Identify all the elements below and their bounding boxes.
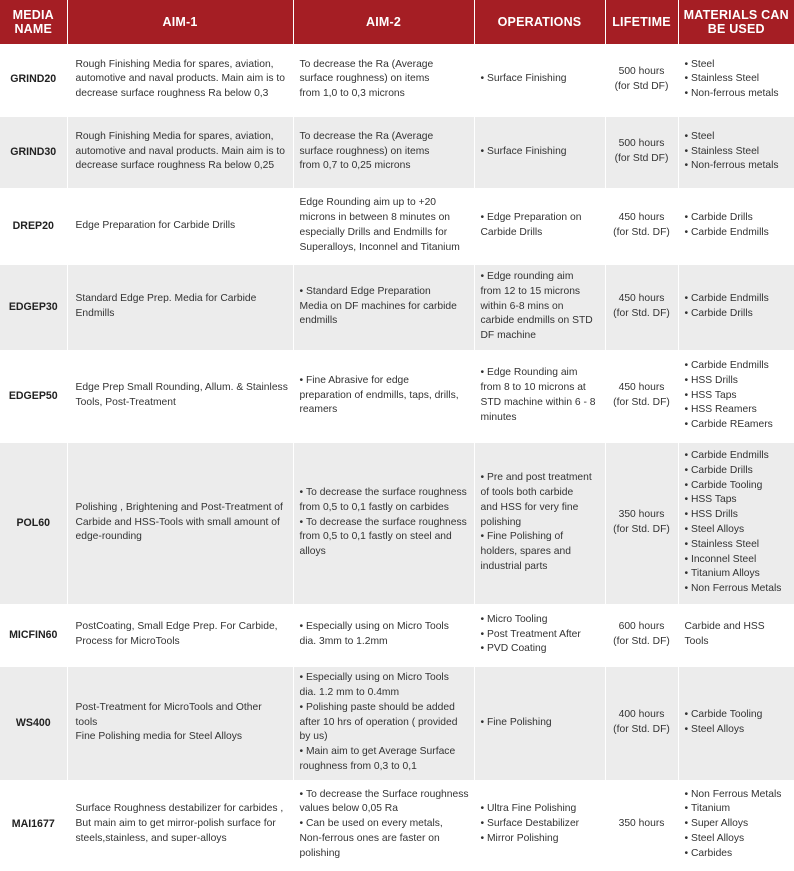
bullet-item: • Carbide Drills [685,307,789,322]
table-row [0,44,794,116]
bullet-item: • Carbide Endmills [685,449,789,464]
aim2-cell [293,604,474,666]
bullet-item: • Mirror Polishing [481,832,599,847]
header-aim2: AIM-2 [293,0,474,44]
bullet-item: • Especially using on Micro Tools dia. 3mm to 1.2mm [300,620,468,650]
bullet-item: • Surface Destabilizer [481,817,599,832]
bullet-item: • Steel [685,130,789,145]
aim2-cell: To decrease the Ra (Average surface roughness) on items from 1,0 to 0,3 microns [293,44,474,116]
bullet-item: • Carbides [685,847,789,862]
aim1-cell: Rough Finishing Media for spares, aviation, automotive and naval products. Main aim is to decrease surface roughness Ra below 0,25 [67,116,293,188]
aim1-cell: Polishing , Brightening and Post-Treatment of Carbide and HSS-Tools with small amount of edge-rounding [67,442,293,604]
table-row [0,780,794,869]
bullet-item: • Fine Polishing of holders, spares and industrial parts [481,530,599,574]
aim2-cell [293,350,474,442]
bullet-item: • Carbide Tooling [685,479,789,494]
aim1-cell: Post-Treatment for MicroTools and Other tools Fine Polishing media for Steel Alloys [67,666,293,780]
lifetime-cell: 500 hours (for Std DF) [605,116,678,188]
materials-cell [678,188,794,264]
bullet-item: • Pre and post treatment of tools both carbide and HSS for very fine polishing [481,471,599,530]
lifetime-cell: 600 hours (for Std. DF) [605,604,678,666]
bullet-item: • HSS Drills [685,508,789,523]
bullet-item: • Polishing paste should be added after 10 hrs of operation ( provided by us) [300,701,468,745]
bullet-item: • Especially using on Micro Tools dia. 1.2 mm to 0.4mm [300,671,468,701]
bullet-item: • Fine Polishing [481,716,599,731]
bullet-item: • HSS Reamers [685,403,789,418]
media-name-cell: GRIND30 [0,116,67,188]
bullet-item: • Carbide Endmills [685,359,789,374]
bullet-item: • Steel Alloys [685,832,789,847]
materials-cell [678,350,794,442]
aim1-cell: Edge Preparation for Carbide Drills [67,188,293,264]
operations-cell [474,44,605,116]
media-name-cell: MAI1677 [0,780,67,869]
media-name-cell: DREP20 [0,188,67,264]
bullet-item: • Non Ferrous Metals [685,788,789,803]
bullet-item: • Edge rounding aim from 12 to 15 microns within 6-8 mins on carbide endmills on STD DF machine [481,270,599,344]
aim2-cell: Edge Rounding aim up to +20 microns in between 8 minutes on especially Drills and Endmills for Superalloys, Inconnel and Titanium [293,188,474,264]
header-operations: OPERATIONS [474,0,605,44]
operations-cell [474,666,605,780]
aim1-cell: PostCoating, Small Edge Prep. For Carbide, Process for MicroTools [67,604,293,666]
bullet-item: • Edge Rounding aim from 8 to 10 microns at STD machine within 6 - 8 minutes [481,366,599,425]
materials-cell: Carbide and HSS Tools [678,604,794,666]
aim2-cell [293,780,474,869]
bullet-item: • Stainless Steel [685,538,789,553]
table-body [0,44,794,869]
header-lifetime: LIFETIME [605,0,678,44]
bullet-item: • Steel [685,58,789,73]
aim1-cell: Surface Roughness destabilizer for carbides , But main aim to get mirror-polish surface for steels,stainless, and super-alloys [67,780,293,869]
lifetime-cell: 350 hours (for Std. DF) [605,442,678,604]
lifetime-cell: 450 hours (for Std. DF) [605,264,678,350]
lifetime-cell: 500 hours (for Std DF) [605,44,678,116]
media-name-cell: EDGEP50 [0,350,67,442]
table-row [0,116,794,188]
bullet-item: • Surface Finishing [481,72,599,87]
bullet-item: • Ultra Fine Polishing [481,802,599,817]
header-materials: MATERIALS CAN BE USED [678,0,794,44]
bullet-item: • Non-ferrous metals [685,159,789,174]
table-row [0,604,794,666]
media-name-cell: WS400 [0,666,67,780]
table-row [0,350,794,442]
aim2-cell [293,442,474,604]
lifetime-cell: 350 hours [605,780,678,869]
materials-cell [678,264,794,350]
media-name-cell: EDGEP30 [0,264,67,350]
materials-cell [678,116,794,188]
bullet-item: • Carbide REamers [685,418,789,433]
operations-cell [474,442,605,604]
bullet-item: • Inconnel Steel [685,553,789,568]
bullet-item: • To decrease the surface roughness from 0,5 to 0,1 fastly on steel and alloys [300,516,468,560]
header-aim1: AIM-1 [67,0,293,44]
materials-cell [678,442,794,604]
bullet-item: • Post Treatment After [481,628,599,643]
lifetime-cell: 400 hours (for Std. DF) [605,666,678,780]
bullet-item: • To decrease the Surface roughness values below 0,05 Ra [300,788,468,818]
lifetime-cell: 450 hours (for Std. DF) [605,188,678,264]
table-row [0,188,794,264]
header-media-name: MEDIA NAME [0,0,67,44]
aim2-cell [293,264,474,350]
operations-cell [474,780,605,869]
media-name-cell: GRIND20 [0,44,67,116]
table-row [0,442,794,604]
aim2-cell [293,666,474,780]
media-name-cell: MICFIN60 [0,604,67,666]
bullet-item: • Super Alloys [685,817,789,832]
bullet-item: • Titanium Alloys [685,567,789,582]
bullet-item: • Steel Alloys [685,723,789,738]
materials-cell [678,780,794,869]
operations-cell [474,264,605,350]
bullet-item: • Carbide Endmills [685,292,789,307]
bullet-item: • HSS Taps [685,493,789,508]
bullet-item: • Main aim to get Average Surface roughness from 0,3 to 0,1 [300,745,468,775]
bullet-item: • Non-ferrous metals [685,87,789,102]
bullet-item: • Micro Tooling [481,613,599,628]
operations-cell [474,350,605,442]
bullet-item: • Titanium [685,802,789,817]
lifetime-cell: 450 hours (for Std. DF) [605,350,678,442]
bullet-item: • Standard Edge Preparation Media on DF machines for carbide endmills [300,285,468,329]
bullet-item: • Can be used on every metals, Non-ferrous ones are faster on polishing [300,817,468,861]
aim1-cell: Rough Finishing Media for spares, aviation, automotive and naval products. Main aim is to decrease surface roughness Ra below 0,3 [67,44,293,116]
bullet-item: • Fine Abrasive for edge preparation of endmills, taps, drills, reamers [300,374,468,418]
bullet-item: • Stainless Steel [685,72,789,87]
bullet-item: • HSS Taps [685,389,789,404]
table-row [0,666,794,780]
bullet-item: • Carbide Drills [685,464,789,479]
bullet-item: • HSS Drills [685,374,789,389]
media-name-cell: POL60 [0,442,67,604]
aim1-cell: Edge Prep Small Rounding, Allum. & Stainless Tools, Post-Treatment [67,350,293,442]
materials-cell [678,666,794,780]
aim2-cell: To decrease the Ra (Average surface roughness) on items from 0,7 to 0,25 microns [293,116,474,188]
bullet-item: • Edge Preparation on Carbide Drills [481,211,599,241]
operations-cell [474,188,605,264]
bullet-item: • Non Ferrous Metals [685,582,789,597]
bullet-item: • Carbide Endmills [685,226,789,241]
operations-cell [474,604,605,666]
bullet-item: • Stainless Steel [685,145,789,160]
bullet-item: • Carbide Tooling [685,708,789,723]
table-row [0,264,794,350]
bullet-item: • Surface Finishing [481,145,599,160]
materials-cell [678,44,794,116]
bullet-item: • PVD Coating [481,642,599,657]
bullet-item: • Steel Alloys [685,523,789,538]
bullet-item: • Carbide Drills [685,211,789,226]
aim1-cell: Standard Edge Prep. Media for Carbide Endmills [67,264,293,350]
header-row [0,0,794,44]
operations-cell [474,116,605,188]
bullet-item: • To decrease the surface roughness from 0,5 to 0,1 fastly on carbides [300,486,468,516]
